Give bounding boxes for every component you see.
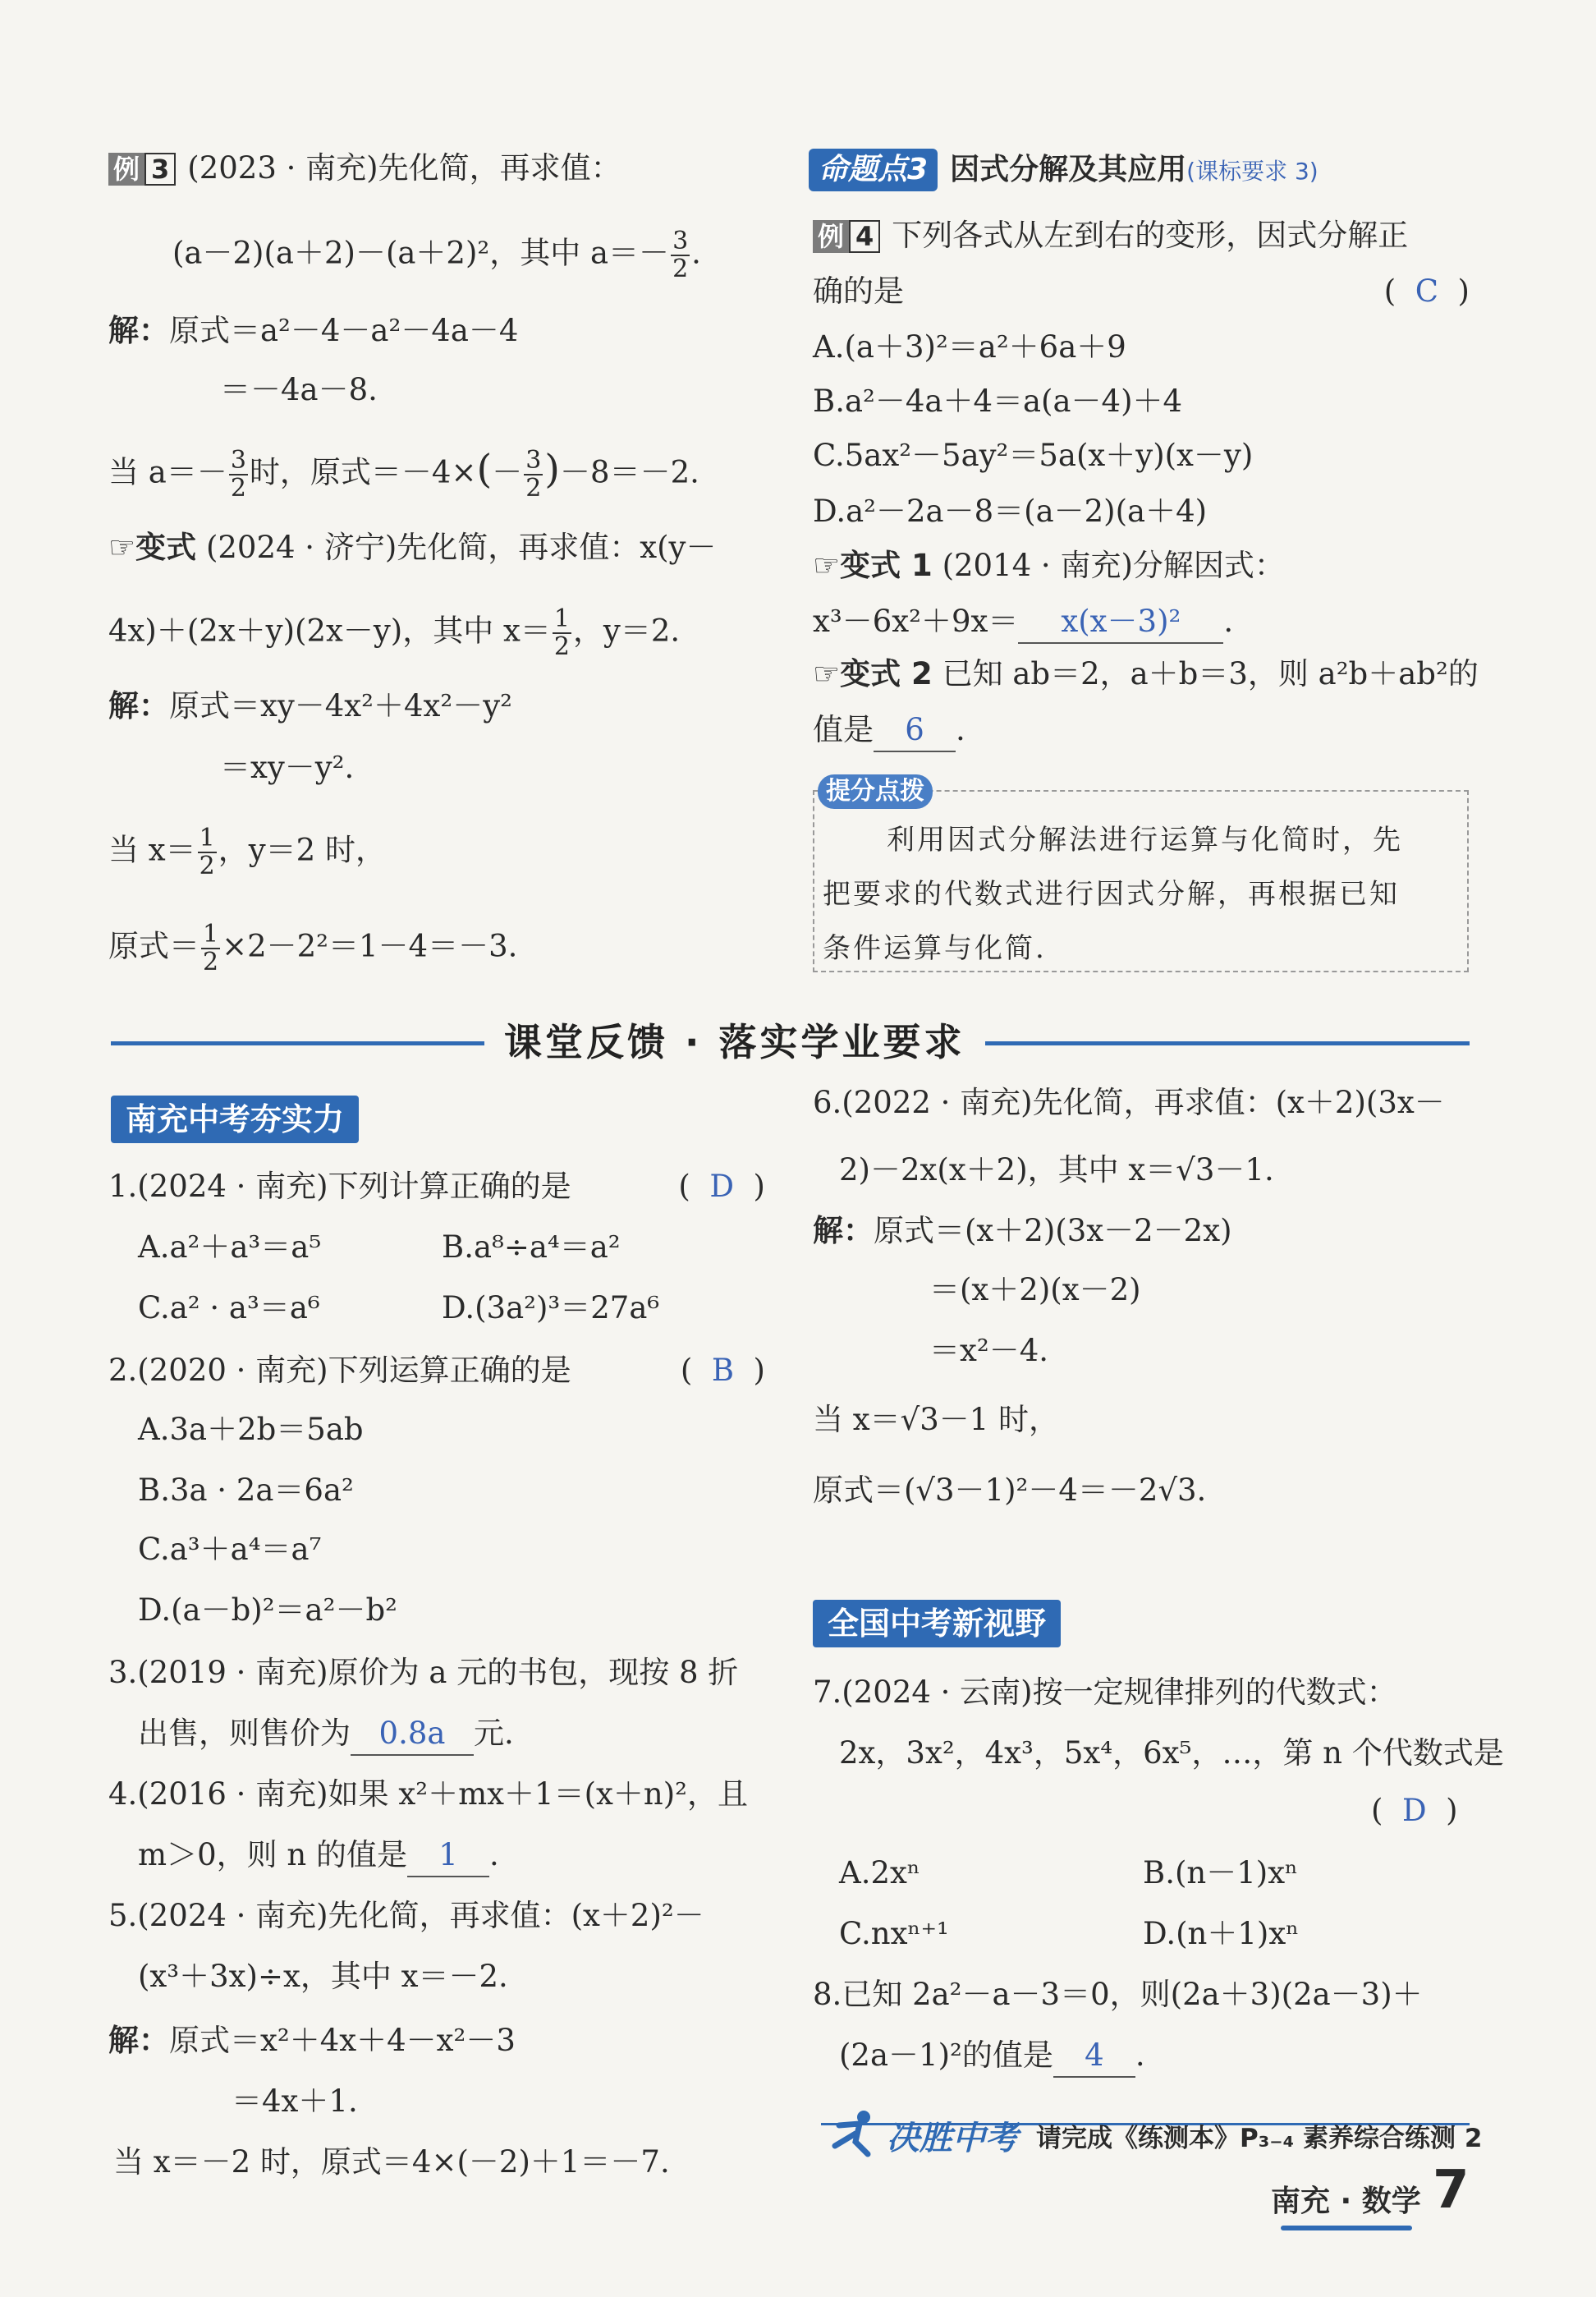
section-tag-national: 全国中考新视野 — [813, 1600, 1061, 1647]
q3-line-1: 3.(2019 · 南充)原价为 a 元的书包，现按 8 折 — [108, 1655, 739, 1690]
example-label: 例 — [813, 220, 849, 253]
option-a: A.(a＋3)²＝a²＋6a＋9 — [813, 329, 1126, 365]
example-3-question: (2023 · 南充)先化简，再求值： — [187, 150, 621, 186]
when-text: 当 a＝－ — [108, 454, 227, 490]
footer-underline — [1281, 2226, 1412, 2230]
q5-line-1: 5.(2024 · 南充)先化简，再求值：(x＋2)²－ — [108, 1898, 704, 1933]
paren-open: ( — [476, 446, 493, 493]
tip-line-2: 把要求的代数式进行因式分解，再根据已知 — [823, 878, 1400, 911]
q4-line-2 — [138, 1835, 499, 1877]
q6-line-2: 2)－2x(x＋2)，其中 x＝√3－1. — [839, 1152, 1274, 1188]
q6-line-1: 6.(2022 · 南充)先化简，再求值：(x＋2)(3x－ — [813, 1085, 1445, 1120]
point-subtitle: (课标要求 3) — [1186, 158, 1319, 185]
solution-line-3: 当 a＝－ $\frac{3}{2}$ 时，原式＝－4×(－ $\frac{3}{2}$ )－8＝－2. — [108, 446, 699, 503]
q6-solution-2: ＝(x＋2)(x－2) — [929, 1272, 1141, 1307]
fraction — [229, 448, 248, 502]
section-banner: 课堂反馈 · 落实学业要求 — [484, 1017, 985, 1068]
variant-2-line — [813, 654, 1479, 695]
fraction — [201, 921, 220, 976]
footer-city: 南充 · 数学 — [1271, 2184, 1421, 2218]
frac-denominator: 2 — [199, 852, 215, 880]
variant-label: 变式 2 — [840, 656, 933, 691]
tip-line-3: 条件运算与化简. — [823, 932, 1047, 965]
q1-option-d: D.(3a²)³＝27a⁶ — [442, 1290, 660, 1325]
answer-bracket: ( C ) — [1383, 273, 1470, 309]
solution-label: 解： — [813, 1213, 874, 1248]
q1-stem — [108, 1166, 765, 1207]
runner-icon — [823, 2109, 880, 2161]
example-4-question-2: 确的是 — [813, 273, 904, 309]
variant-2-line-2 — [813, 710, 965, 752]
example-3-expression — [172, 228, 701, 283]
variant-line-2 — [108, 606, 680, 660]
when-text: 当 x＝ — [108, 832, 196, 868]
answer-blank: x(x－3)² — [1018, 601, 1223, 644]
variant-text-2: 值是 — [813, 712, 874, 747]
option-d: D.a²－2a－8＝(a－2)(a＋4) — [813, 494, 1208, 529]
q7-line-1: 7.(2024 · 云南)按一定规律排列的代数式： — [813, 1675, 1397, 1710]
variant-text: (2024 · 济宁)先化简，再求值：x(y－ — [205, 530, 717, 565]
example-label: 例 — [108, 153, 144, 186]
question-text: m＞0，则 n 的值是 — [138, 1837, 407, 1872]
expression-end: . — [691, 235, 701, 271]
frac-numerator: 1 — [199, 824, 215, 852]
variant-1-line — [813, 545, 1285, 586]
option-c: C.5ax²－5ay²＝5a(x＋y)(x－y) — [813, 438, 1254, 473]
hand-pointer-icon: ☞ — [813, 548, 841, 583]
tip-badge: 提分点拨 — [818, 774, 933, 809]
variant-label: 变式 — [135, 530, 197, 565]
variant-line-1 — [108, 527, 716, 568]
solution-line-1 — [108, 310, 518, 351]
expression-end: . — [1223, 604, 1234, 639]
solution-label: 解： — [108, 313, 169, 348]
q8-line-1: 8.已知 2a²－a－3＝0，则(2a＋3)(2a－3)＋ — [813, 1977, 1423, 2012]
question-text-end: 元. — [474, 1716, 514, 1751]
when-text-3: －8＝－2. — [560, 454, 699, 490]
variant-text: (2014 · 南充)分解因式： — [942, 548, 1285, 583]
frac-numerator: 1 — [553, 604, 570, 633]
page-number: 7 — [1433, 2160, 1470, 2221]
solution-text: 原式＝x²＋4x＋4－x²－3 — [169, 2023, 516, 2058]
answer-blank: 1 — [407, 1835, 489, 1877]
expression-text: x³－6x²＋9x＝ — [813, 604, 1019, 639]
variant-label: 变式 1 — [840, 548, 933, 583]
paren-close: ) — [544, 446, 561, 493]
q2-option-a: A.3a＋2b＝5ab — [138, 1412, 364, 1447]
solution-text: 原式＝a²－4－a²－4a－4 — [169, 313, 519, 348]
example-3-header — [108, 148, 621, 189]
question-text: 出售，则售价为 — [138, 1716, 351, 1751]
answer-blank: 0.8a — [351, 1713, 474, 1756]
footer-brand: 决胜中考 — [887, 2120, 1018, 2157]
q5-solution-1 — [108, 2020, 516, 2061]
q6-solution-3: ＝x²－4. — [929, 1333, 1049, 1368]
tip-line-1: 利用因式分解法进行运算与化简时，先 — [887, 824, 1403, 857]
section-tag-nanchong: 南充中考夯实力 — [111, 1096, 359, 1143]
answer-text: C — [1415, 273, 1439, 309]
q7-option-c: C.nxⁿ⁺¹ — [839, 1916, 949, 1951]
variant-solution-2: ＝xy－y². — [220, 750, 355, 785]
fraction — [671, 228, 690, 283]
question-stem: 2.(2020 · 南充)下列运算正确的是 — [108, 1353, 571, 1388]
q6-solution-4: 当 x＝√3－1 时， — [813, 1402, 1060, 1437]
solution-line-2: ＝－4a－8. — [220, 372, 378, 407]
frac-numerator: 3 — [672, 227, 689, 255]
example-4-question: 下列各式从左到右的变形，因式分解正 — [892, 218, 1409, 253]
q7-option-a: A.2xⁿ — [839, 1855, 920, 1890]
q6-solution-1 — [813, 1211, 1232, 1252]
q4-line-1: 4.(2016 · 南充)如果 x²＋mx＋1＝(x＋n)²，且 — [108, 1776, 748, 1812]
fraction — [524, 448, 543, 502]
when-text-2: ，y＝2 时， — [218, 832, 386, 868]
variant-solution-4 — [108, 921, 517, 976]
solution-label: 解： — [108, 2023, 169, 2058]
q8-line-2 — [839, 2035, 1145, 2078]
q7-answer-bracket: ( D ) — [1371, 1793, 1458, 1828]
q2-option-c: C.a³＋a⁴＝a⁷ — [138, 1532, 322, 1567]
answer-bracket: ( B ) — [680, 1353, 765, 1388]
variant-text-2a: 4x)＋(2x＋y)(2x－y)，其中 x＝ — [108, 613, 551, 649]
option-b: B.a²－4a＋4＝a(a－4)＋4 — [813, 384, 1183, 419]
frac-denominator: 2 — [553, 632, 570, 661]
variant-text: 已知 ab＝2，a＋b＝3，则 a²b＋ab²的 — [942, 656, 1479, 691]
q2-option-d: D.(a－b)²＝a²－b² — [138, 1592, 397, 1628]
q7-option-d: D.(n＋1)xⁿ — [1143, 1916, 1300, 1951]
question-text: (2a－1)²的值是 — [839, 2037, 1053, 2073]
when-text-2: 时，原式＝－4× — [249, 454, 477, 490]
question-text-end: . — [488, 1837, 499, 1872]
q7-option-b: B.(n－1)xⁿ — [1143, 1855, 1299, 1890]
q5-solution-2: ＝4x＋1. — [232, 2083, 358, 2119]
expression-text: (a－2)(a＋2)－(a＋2)²，其中 a＝－ — [172, 235, 670, 271]
variant-1-expression — [813, 601, 1233, 644]
expression-end: . — [956, 712, 965, 747]
example-number: 3 — [144, 153, 176, 186]
fraction — [553, 606, 571, 660]
question-stem: 1.(2024 · 南充)下列计算正确的是 — [108, 1169, 571, 1204]
q2-option-b: B.3a · 2a＝6a² — [138, 1472, 354, 1508]
hand-pointer-icon: ☞ — [108, 530, 136, 565]
q2-stem — [108, 1350, 765, 1391]
point-3-header — [809, 146, 1319, 191]
question-text-end: . — [1135, 2037, 1145, 2073]
q6-solution-5: 原式＝(√3－1)²－4＝－2√3. — [813, 1472, 1207, 1508]
q5-solution-3: 当 x＝－2 时，原式＝4×(－2)＋1＝－7. — [113, 2144, 670, 2180]
answer-text: D — [709, 1169, 735, 1204]
variant-solution-1 — [108, 686, 512, 727]
q1-option-c: C.a² · a³＝a⁶ — [138, 1290, 320, 1325]
frac-denominator: 2 — [230, 474, 246, 503]
solution-text: 原式＝(x＋2)(3x－2－2x) — [874, 1213, 1232, 1248]
hand-pointer-icon: ☞ — [813, 656, 841, 691]
answer-blank: 4 — [1053, 2035, 1135, 2078]
q1-option-a: A.a²＋a³＝a⁵ — [138, 1229, 322, 1265]
fraction — [198, 825, 217, 880]
solution-label: 解： — [108, 688, 169, 724]
variant-solution-3 — [108, 825, 386, 880]
point-badge: 命题点3 — [809, 149, 938, 191]
frac-denominator: 2 — [203, 948, 219, 976]
frac-numerator: 1 — [203, 920, 219, 949]
answer-text: B — [711, 1353, 735, 1388]
answer-blank: 6 — [874, 710, 956, 752]
q7-line-2: 2x，3x²，4x³，5x⁴，6x⁵，…，第 n 个代数式是 — [839, 1735, 1504, 1771]
frac-denominator: 2 — [672, 255, 689, 283]
q1-option-b: B.a⁸÷a⁴＝a² — [442, 1229, 621, 1265]
frac-numerator: 3 — [230, 446, 246, 475]
solution-text: 原式＝xy－4x²＋4x²－y² — [169, 688, 512, 724]
point-title: 因式分解及其应用 — [950, 153, 1187, 186]
result-text-2: ×2－2²＝1－4＝－3. — [222, 928, 518, 964]
example-number: 4 — [849, 220, 880, 253]
frac-numerator: 3 — [525, 446, 542, 475]
example-4-line-2 — [813, 271, 1470, 312]
answer-text: D — [1401, 1793, 1427, 1828]
footer-text: 请完成《练测本》P₃₋₄ 素养综合练测 2 — [1036, 2124, 1483, 2153]
variant-text-2b: ，y＝2. — [572, 613, 681, 649]
q3-line-2 — [138, 1713, 514, 1756]
answer-bracket: ( D ) — [678, 1169, 765, 1204]
q5-line-2: (x³＋3x)÷x，其中 x＝－2. — [138, 1959, 508, 1994]
example-4-line-1 — [813, 215, 1408, 256]
frac-denominator: 2 — [525, 474, 542, 503]
result-text: 原式＝ — [108, 928, 200, 964]
